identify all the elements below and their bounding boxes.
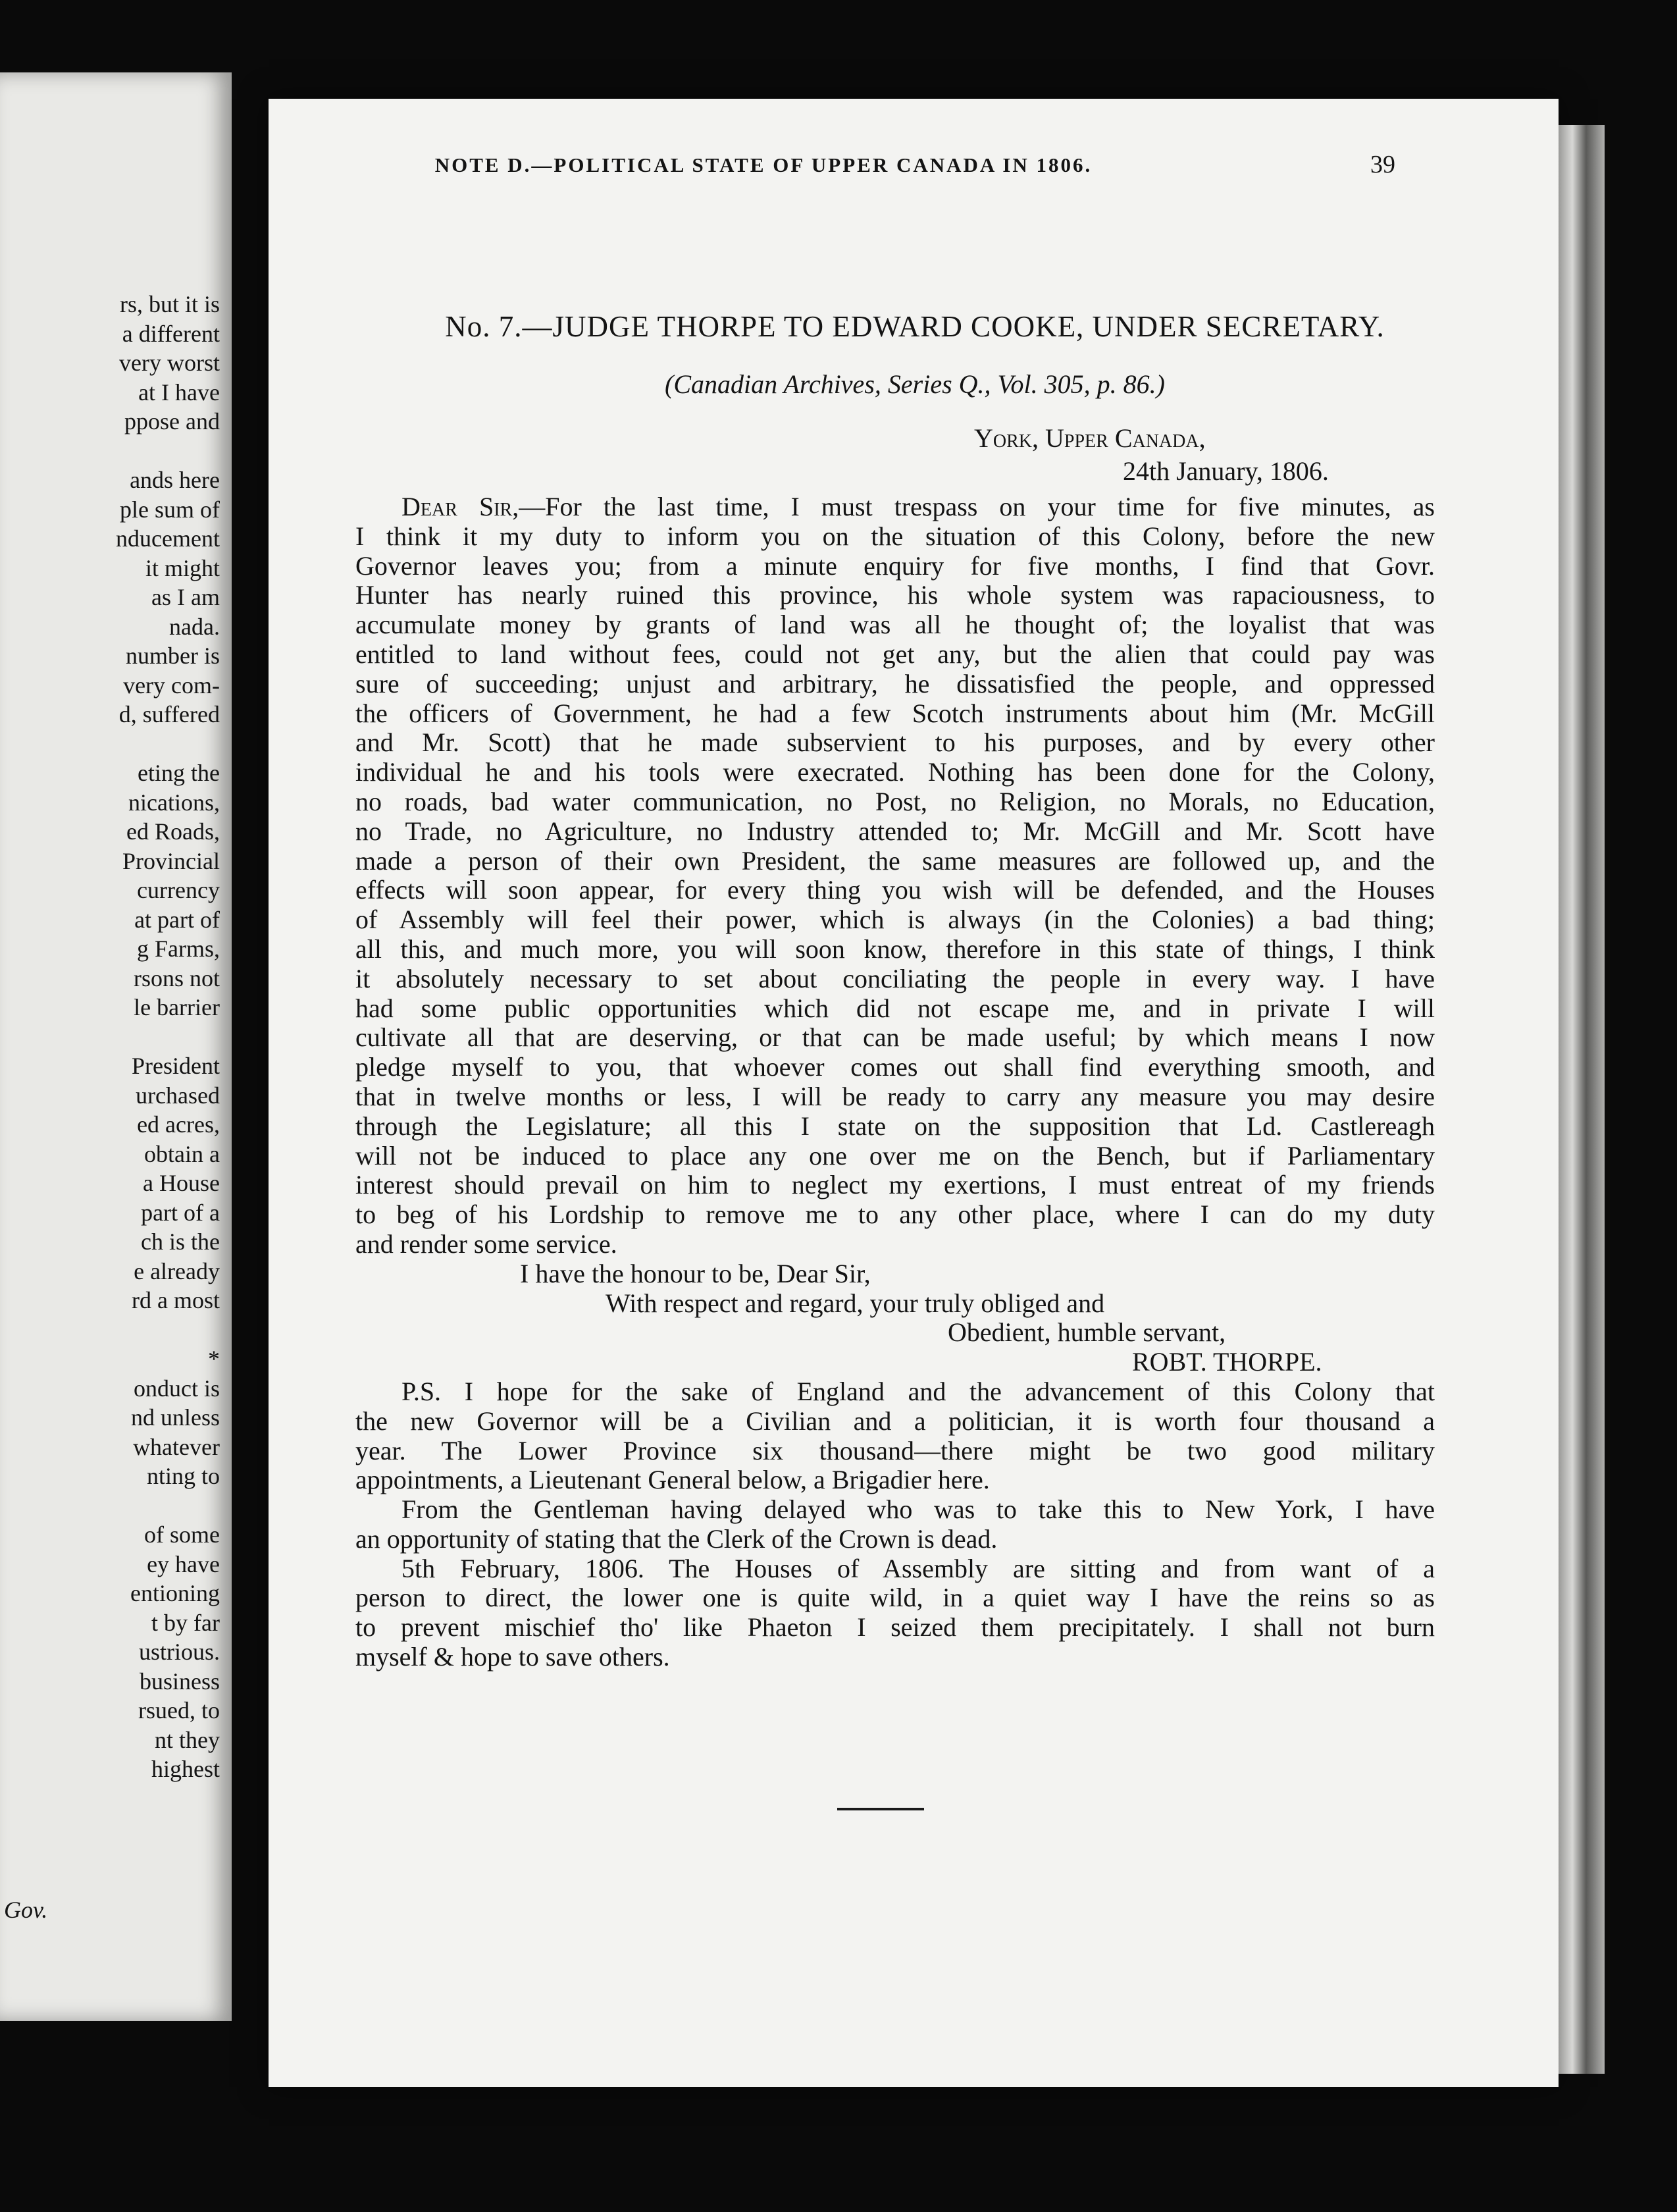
left-page-line: rd a most bbox=[132, 1287, 220, 1313]
left-page-line: nd unless bbox=[131, 1404, 220, 1431]
source-note: (Canadian Archives, Series Q., Vol. 305, p. 86.) bbox=[665, 369, 1165, 399]
left-page-line: nications, bbox=[128, 789, 220, 816]
postscript-line: P.S. I hope for the sake of England and the advancement of this Colony that bbox=[401, 1376, 1435, 1406]
left-page-line: number is bbox=[126, 643, 220, 669]
postscript-line: year. The Lower Province six thousand—there might be two good military bbox=[355, 1435, 1435, 1465]
left-page-line: currency bbox=[137, 877, 220, 903]
book-edge bbox=[1559, 125, 1605, 2074]
left-page-line bbox=[0, 1022, 220, 1052]
letter-line: I think it my duty to inform you on the situation of this Colony, before the new bbox=[355, 521, 1435, 551]
paragraph-line: person to direct, the lower one is quite wild, in a quiet way I have the reins so as bbox=[355, 1583, 1435, 1613]
left-page-line: part of a bbox=[141, 1199, 220, 1226]
left-page-line: e already bbox=[134, 1257, 220, 1284]
left-page-line: ed acres, bbox=[137, 1111, 220, 1138]
left-page-line: ands here bbox=[130, 467, 220, 493]
salutation: Dear Sir, bbox=[401, 492, 519, 521]
left-page-line: it might bbox=[145, 554, 220, 581]
left-page-line bbox=[0, 436, 220, 466]
left-page-line: ple sum of bbox=[120, 496, 220, 523]
letter-line: cultivate all that are deserving, or that can be made useful; by which means I now bbox=[355, 1022, 1435, 1053]
left-page-line: onduct is bbox=[134, 1375, 220, 1402]
left-page-line bbox=[0, 1491, 220, 1521]
postscript-line: appointments, a Lieutenant General below, a Brigadier here. bbox=[355, 1465, 990, 1495]
letter-first-line bbox=[355, 492, 1435, 522]
postscript-line: the new Governor will be a Civilian and a politician, it is worth four thousand a bbox=[355, 1406, 1435, 1436]
letter-line: no roads, bad water communication, no Post, no Religion, no Morals, no Education, bbox=[355, 786, 1435, 816]
letter-line: of Assembly will feel their power, which is always (in the Colonies) a bad thing; bbox=[355, 905, 1435, 935]
letter-place: York, Upper Canada, bbox=[974, 423, 1206, 453]
left-page-line: g Farms, bbox=[137, 935, 220, 962]
paragraph-line: myself & hope to save others. bbox=[355, 1642, 670, 1672]
left-page-line: ch is the bbox=[141, 1228, 220, 1255]
left-page-line: rsons not bbox=[133, 964, 220, 991]
left-page-line: entioning bbox=[130, 1580, 220, 1606]
page-number: 39 bbox=[1370, 151, 1395, 178]
letter-line-text: —For the last time, I must trespass on your time for five minutes, as bbox=[519, 492, 1435, 521]
left-page-line: at I have bbox=[138, 379, 220, 406]
letter-line: interest should prevail on him to neglect my exertions, I must entreat of my friends bbox=[355, 1170, 1435, 1200]
letter-line: and Mr. Scott) that he made subservient to his purposes, and by every other bbox=[355, 727, 1435, 758]
left-page-line bbox=[0, 1315, 220, 1345]
left-page-line: t by far bbox=[151, 1609, 220, 1636]
left-page-footer: Gov. bbox=[4, 1897, 48, 1923]
letter-line: and render some service. bbox=[355, 1228, 617, 1259]
left-page-line: eting the bbox=[138, 760, 220, 786]
left-page-line: rs, but it is bbox=[119, 291, 220, 317]
left-page-line: obtain a bbox=[144, 1140, 220, 1167]
left-page-line: very worst bbox=[119, 350, 220, 376]
left-page-line: nt they bbox=[155, 1726, 220, 1753]
letter-line: no Trade, no Agriculture, no Industry attended to; Mr. McGill and Mr. Scott have bbox=[355, 816, 1435, 846]
left-page-fragment bbox=[0, 72, 232, 2021]
end-rule bbox=[837, 1808, 924, 1810]
letter-line: effects will soon appear, for every thing you wish will be defended, and the Houses bbox=[355, 875, 1435, 905]
left-page-line: business bbox=[139, 1668, 220, 1695]
signature: ROBT. THORPE. bbox=[1132, 1347, 1322, 1377]
left-page-line: ey have bbox=[147, 1550, 220, 1577]
left-page-line: nducement bbox=[116, 525, 220, 552]
left-page-line: rsued, to bbox=[138, 1697, 220, 1724]
left-page-line: d, suffered bbox=[118, 701, 220, 727]
left-page-line: nada. bbox=[169, 613, 220, 640]
running-head: NOTE D.—POLITICAL STATE OF UPPER CANADA IN 1806. bbox=[434, 153, 1093, 176]
left-page-text bbox=[0, 290, 220, 1784]
letter-line: entitled to land without fees, could not get any, but the alien that could pay was bbox=[355, 639, 1435, 669]
left-page-line: President bbox=[132, 1053, 220, 1079]
paragraph-line: From the Gentleman having delayed who was to take this to New York, I have bbox=[401, 1494, 1435, 1525]
paragraph-line: 5th February, 1806. The Houses of Assembly are sitting and from want of a bbox=[401, 1553, 1435, 1583]
left-page-line: * bbox=[208, 1346, 220, 1372]
letter-line: accumulate money by grants of land was all he thought of; the loyalist that was bbox=[355, 610, 1435, 640]
left-page-line: as I am bbox=[151, 584, 220, 610]
left-page-line: nting to bbox=[146, 1463, 220, 1489]
left-page-line: le barrier bbox=[134, 994, 220, 1020]
letter-line: individual he and his tools were execrated. Nothing has been done for the Colony, bbox=[355, 757, 1435, 787]
letter-line: through the Legislature; all this I state on the supposition that Ld. Castlereagh bbox=[355, 1111, 1435, 1141]
left-page-line: Provincial bbox=[122, 847, 220, 874]
left-page-line: of some bbox=[144, 1521, 220, 1548]
document-title: No. 7.—JUDGE THORPE TO EDWARD COOKE, UNDER SECRETARY. bbox=[445, 310, 1385, 343]
closing-line: Obedient, humble servant, bbox=[948, 1317, 1226, 1348]
closing-line: With respect and regard, your truly obliged and bbox=[606, 1288, 1105, 1318]
left-page-line: ed Roads, bbox=[126, 818, 220, 845]
letter-date: 24th January, 1806. bbox=[1123, 456, 1329, 486]
letter-line: Hunter has nearly ruined this province, his whole system was rapaciousness, to bbox=[355, 580, 1435, 610]
left-page-line: urchased bbox=[136, 1082, 220, 1109]
letter-line: will not be induced to place any one over me on the Bench, but if Parliamentary bbox=[355, 1140, 1435, 1171]
letter-line: to beg of his Lordship to remove me to any other place, where I can do my duty bbox=[355, 1199, 1435, 1230]
letter-line: sure of succeeding; unjust and arbitrary, he dissatisfied the people, and oppressed bbox=[355, 668, 1435, 698]
letter-line: it absolutely necessary to set about conciliating the people in every way. I have bbox=[355, 963, 1435, 993]
letter-line: made a person of their own President, the same measures are followed up, and the bbox=[355, 845, 1435, 876]
left-page-line: a different bbox=[122, 320, 220, 347]
left-page-line bbox=[0, 729, 220, 759]
left-page-line: a House bbox=[143, 1170, 220, 1196]
letter-line: all this, and much more, you will soon know, therefore in this state of things, I think bbox=[355, 934, 1435, 964]
left-page-line: whatever bbox=[133, 1433, 220, 1460]
paragraph-line: an opportunity of stating that the Clerk of the Crown is dead. bbox=[355, 1523, 998, 1554]
paragraph-line: to prevent mischief tho' like Phaeton I seized them precipitately. I shall not burn bbox=[355, 1612, 1435, 1643]
letter-body bbox=[355, 492, 1435, 1672]
left-page-line: ustrious. bbox=[138, 1639, 220, 1665]
letter-line: had some public opportunities which did not escape me, and in private I will bbox=[355, 993, 1435, 1023]
letter-line: Governor leaves you; from a minute enquiry for five months, I find that Govr. bbox=[355, 550, 1435, 581]
left-page-line: very com- bbox=[123, 672, 220, 698]
closing-line: I have the honour to be, Dear Sir, bbox=[520, 1258, 871, 1288]
letter-line: the officers of Government, he had a few Scotch instruments about him (Mr. McGill bbox=[355, 698, 1435, 728]
letter-line: that in twelve months or less, I will be ready to carry any measure you may desire bbox=[355, 1081, 1435, 1111]
left-page-line: ppose and bbox=[124, 408, 220, 434]
left-page-line: highest bbox=[151, 1756, 220, 1782]
letter-line: pledge myself to you, that whoever comes out shall find everything smooth, and bbox=[355, 1052, 1435, 1082]
left-page-line: at part of bbox=[134, 906, 220, 933]
